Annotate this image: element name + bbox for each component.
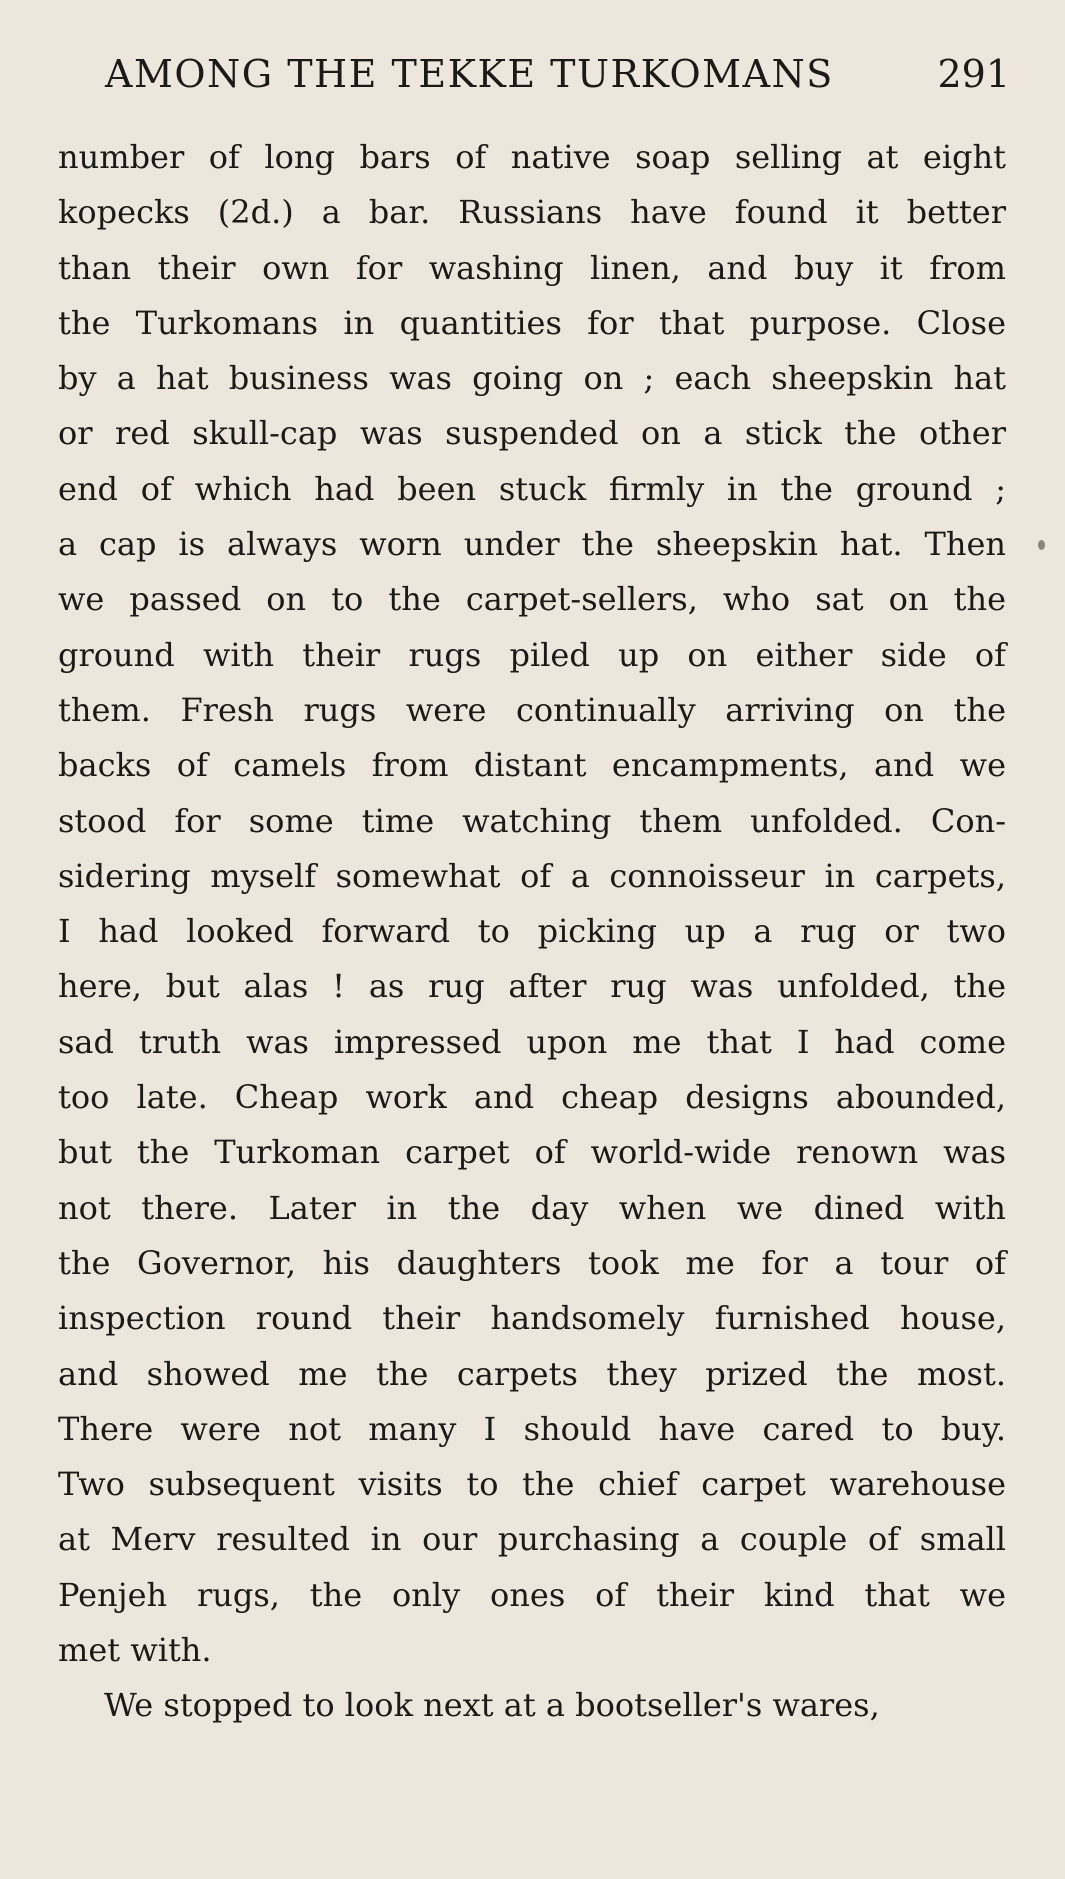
- text-line: the Turkomans in quantities for that purpose. Close: [58, 303, 1006, 342]
- text-line: backs of camels from distant encampments, and we: [58, 746, 1006, 785]
- running-title: AMONG THE TEKKE TURKOMANS: [105, 52, 834, 96]
- paragraph-end-line: met with.: [58, 1631, 212, 1670]
- text-line: them. Fresh rugs were continually arriving on the: [58, 690, 1006, 729]
- margin-ink-speck: [1038, 540, 1045, 550]
- page-number: 291: [937, 52, 1010, 96]
- text-line: and showed me the carpets they prized the most.: [58, 1354, 1006, 1393]
- text-line: I had looked forward to picking up a rug or two: [58, 912, 1006, 951]
- body-text: [58, 130, 1006, 1734]
- text-line: than their own for washing linen, and buy it from: [58, 248, 1006, 287]
- text-line: not there. Later in the day when we dined with: [58, 1188, 1006, 1227]
- text-line: inspection round their handsomely furnished house,: [58, 1299, 1006, 1338]
- text-line: too late. Cheap work and cheap designs abounded,: [58, 1078, 1006, 1117]
- running-head: [105, 44, 1010, 104]
- text-line: stood for some time watching them unfolded. Con-: [58, 801, 1006, 840]
- text-line: end of which had been stuck firmly in the ground ;: [58, 469, 1006, 508]
- paragraph-start-line: We stopped to look next at a bootseller's wares,: [104, 1686, 880, 1725]
- text-line: a cap is always worn under the sheepskin hat. Then: [58, 525, 1006, 564]
- text-line: or red skull-cap was suspended on a stick the other: [58, 414, 1006, 453]
- text-line: but the Turkoman carpet of world-wide renown was: [58, 1133, 1006, 1172]
- text-line: sidering myself somewhat of a connoisseur in carpets,: [58, 856, 1006, 895]
- text-line: kopecks (2d.) a bar. Russians have found it better: [58, 193, 1006, 232]
- text-line: Penjeh rugs, the only ones of their kind that we: [58, 1575, 1006, 1614]
- text-line: here, but alas ! as rug after rug was unfolded, the: [58, 967, 1006, 1006]
- text-line: There were not many I should have cared to buy.: [58, 1409, 1006, 1448]
- text-line: we passed on to the carpet-sellers, who sat on the: [58, 580, 1006, 619]
- text-line: at Merv resulted in our purchasing a couple of small: [58, 1520, 1006, 1559]
- text-line: the Governor, his daughters took me for a tour of: [58, 1243, 1006, 1282]
- text-line: Two subsequent visits to the chief carpet warehouse: [58, 1465, 1006, 1504]
- text-line: by a hat business was going on ; each sheepskin hat: [58, 359, 1006, 398]
- text-line: sad truth was impressed upon me that I had come: [58, 1022, 1006, 1061]
- text-line: ground with their rugs piled up on either side of: [58, 635, 1006, 674]
- text-line: number of long bars of native soap selling at eight: [58, 138, 1006, 176]
